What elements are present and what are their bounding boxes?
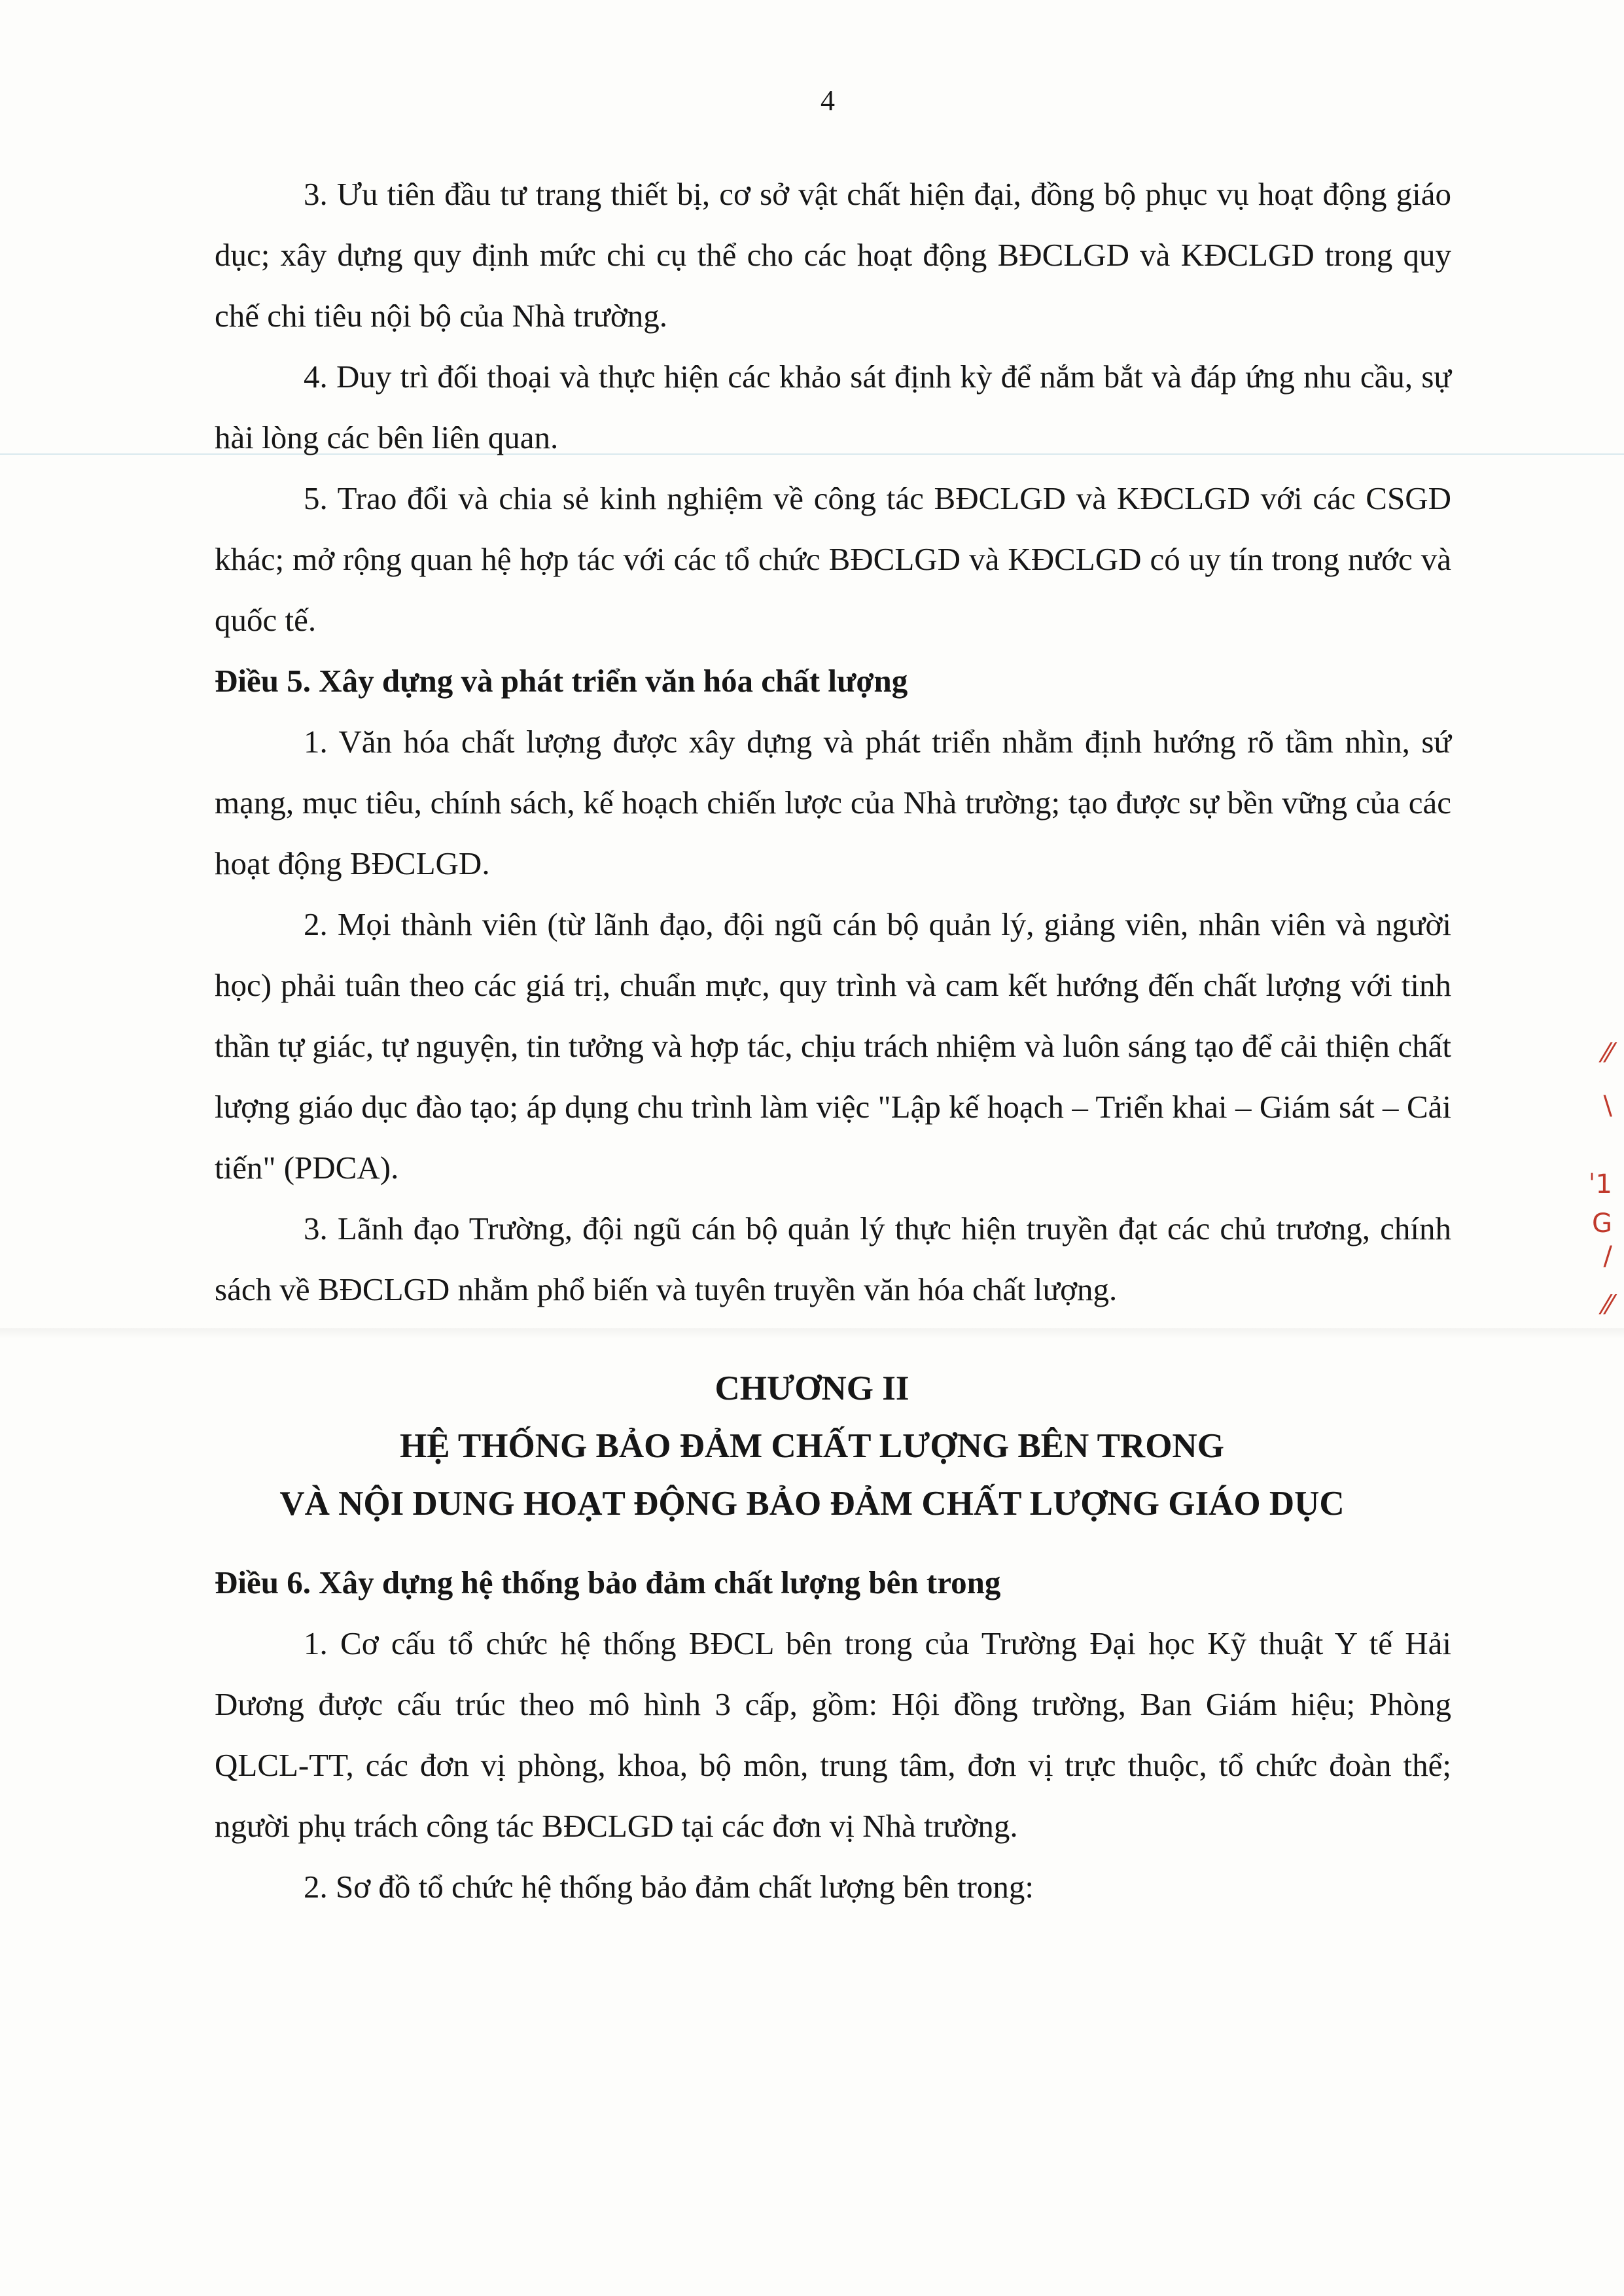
article-5-paragraph-1: 1. Văn hóa chất lượng được xây dựng và phát triển nhằm định hướng rõ tầm nhìn, sứ mạng, mục tiêu, chính sách, kế hoạch chiến lược của Nhà trường; tạo được sự bền vững của các hoạt động BĐCLGD. bbox=[215, 724, 1451, 881]
chapter-heading bbox=[0, 1360, 1624, 1532]
paragraph-investment: 3. Ưu tiên đầu tư trang thiết bị, cơ sở vật chất hiện đại, đồng bộ phục vụ hoạt động giáo dục; xây dựng quy định mức chi cụ thể cho các hoạt động BĐCLGD và KĐCLGD trong quy chế chi tiêu nội bộ của Nhà trường. bbox=[215, 176, 1451, 334]
paragraph-exchange: 5. Trao đổi và chia sẻ kinh nghiệm về công tác BĐCLGD và KĐCLGD với các CSGD khác; mở rộng quan hệ hợp tác với các tổ chức BĐCLGD và KĐCLGD có uy tín trong nước và quốc tế. bbox=[215, 480, 1451, 638]
article-6-paragraph-2: 2. Sơ đồ tổ chức hệ thống bảo đảm chất lượng bên trong: bbox=[304, 1869, 1034, 1905]
page-number: 4 bbox=[821, 84, 835, 116]
article-5-paragraph-2: 2. Mọi thành viên (từ lãnh đạo, đội ngũ cán bộ quản lý, giảng viên, nhân viên và người học) phải tuân theo các giá trị, chuẩn mực, quy trình và cam kết hướng đến chất lượng với tinh thần tự giác, tự nguyện, tin tưởng và hợp tác, chịu trách nhiệm và luôn sáng tạo để cải thiện chất lượng giáo dục đào tạo; áp dụng chu trình làm việc "Lập kế hoạch – Triển khai – Giám sát – Cải tiến" (PDCA). bbox=[215, 906, 1451, 1186]
edge-mark-1: ⁄⁄ bbox=[1603, 1038, 1612, 1069]
scan-artifact-band bbox=[0, 1328, 1624, 1339]
article-5-heading: Điều 5. Xây dựng và phát triển văn hóa chất lượng bbox=[215, 663, 908, 699]
chapter-title-line-1: HỆ THỐNG BẢO ĐẢM CHẤT LƯỢNG BÊN TRONG bbox=[400, 1427, 1224, 1465]
edge-mark-4: G bbox=[1592, 1209, 1612, 1239]
article-6-paragraph-1: 1. Cơ cấu tổ chức hệ thống BĐCL bên trong của Trường Đại học Kỹ thuật Y tế Hải Dương được cấu trúc theo mô hình 3 cấp, gồm: Hội đồng trường, Ban Giám hiệu; Phòng QLCL-TT, các đơn vị phòng, khoa, bộ môn, trung tâm, đơn vị trực thuộc, tổ chức đoàn thể; người phụ trách công tác BĐCLGD tại các đơn vị Nhà trường. bbox=[215, 1625, 1451, 1844]
article-6-heading: Điều 6. Xây dựng hệ thống bảo đảm chất lượng bên trong bbox=[215, 1564, 1001, 1600]
chapter-title-line-2: VÀ NỘI DUNG HOẠT ĐỘNG BẢO ĐẢM CHẤT LƯỢNG GIÁO DỤC bbox=[279, 1485, 1345, 1523]
article-6-text bbox=[215, 1552, 1451, 1917]
section-a-text bbox=[215, 164, 1451, 1320]
edge-mark-5: / bbox=[1603, 1241, 1612, 1271]
article-5-paragraph-3: 3. Lãnh đạo Trường, đội ngũ cán bộ quản lý thực hiện truyền đạt các chủ trương, chính sách về BĐCLGD nhằm phổ biến và tuyên truyền văn hóa chất lượng. bbox=[215, 1210, 1451, 1307]
edge-mark-2: \ bbox=[1603, 1091, 1612, 1121]
paragraph-dialogue: 4. Duy trì đối thoại và thực hiện các khảo sát định kỳ để nắm bắt và đáp ứng nhu cầu, sự hài lòng các bên liên quan. bbox=[215, 359, 1451, 455]
edge-mark-6: ⁄⁄ bbox=[1603, 1290, 1612, 1320]
edge-mark-3: ˈ1 bbox=[1588, 1169, 1612, 1199]
chapter-label: CHƯƠNG II bbox=[715, 1369, 909, 1407]
